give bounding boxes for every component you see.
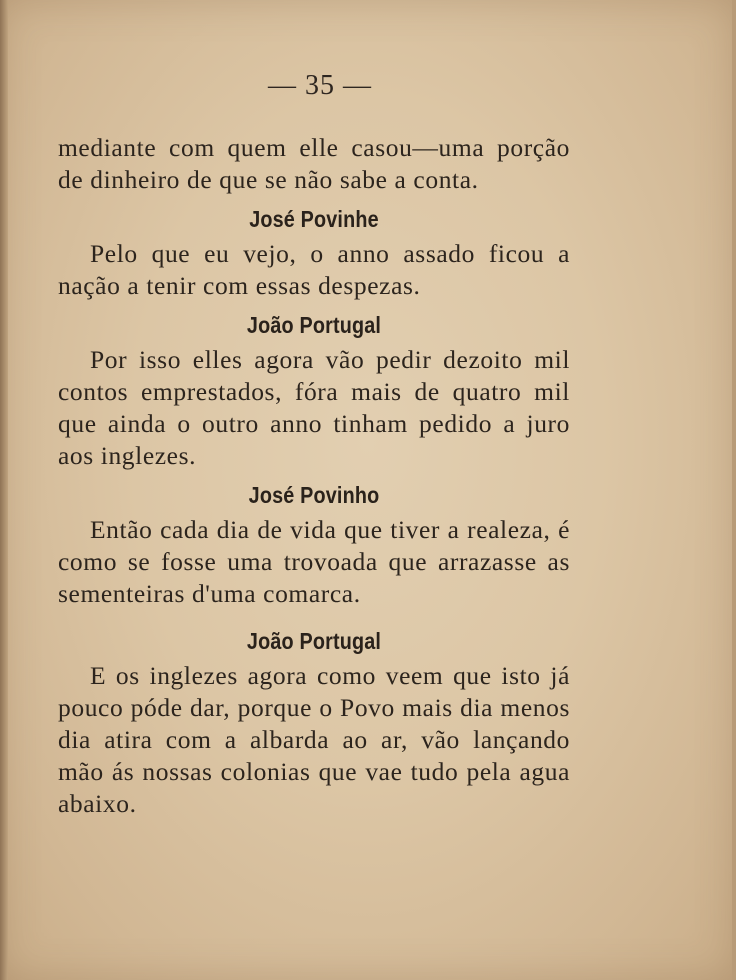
paragraph-5: E os inglezes agora como veem que isto já pouco póde dar, porque o Povo mais dia menos dia atira com a albarda ao ar, vão lançando mão ás nossas colonias que vae tudo pela agua abaixo. — [58, 661, 570, 818]
speaker-heading-jose-povinhe: José Povinhe — [249, 206, 379, 232]
page-number: — 35 — — [268, 70, 372, 101]
speaker-heading-jose-povinho: José Povinho — [248, 482, 380, 508]
spacer — [58, 610, 570, 618]
paragraph-3: Por isso elles agora vão pedir dezoito mil contos emprestados, fóra mais de quatro mil que ainda o outro anno tinham pedido a juro aos inglezes. — [58, 345, 570, 470]
page-right-edge — [732, 0, 736, 980]
page-left-edge — [0, 0, 8, 980]
speaker-heading-joao-portugal-2: João Portugal — [246, 628, 382, 654]
paragraph-4: Então cada dia de vida que tiver a realeza, é como se fosse uma trovoada que arrazasse as sementeiras d'uma comarca. — [58, 515, 570, 608]
speaker-heading-joao-portugal-1: João Portugal — [246, 312, 382, 338]
paragraph-2: Pelo que eu vejo, o anno assado ficou a nação a tenir com essas despezas. — [58, 239, 570, 300]
paragraph-1: mediante com quem elle casou—uma porção de dinheiro de que se não sabe a conta. — [58, 133, 570, 194]
page-body — [58, 132, 570, 820]
